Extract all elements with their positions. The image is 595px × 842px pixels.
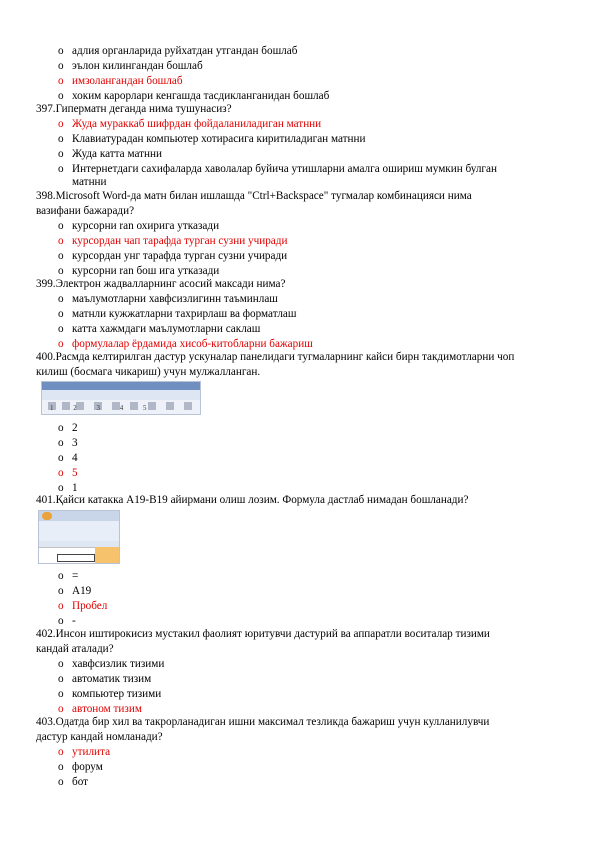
toolbar-icon: [166, 402, 174, 410]
answer-text: автоматик тизим: [72, 673, 152, 685]
question-text: дастур кандай номланади?: [36, 731, 163, 743]
answer-text: 5: [72, 467, 78, 479]
answer-text: курсорни ran бош ига утказади: [72, 265, 220, 277]
answer-option: [58, 466, 78, 480]
bullet-icon: o: [58, 75, 64, 87]
answer-option: [58, 745, 110, 759]
bullet-icon: o: [58, 467, 64, 479]
answer-text-continued: матнни: [72, 176, 107, 188]
answer-option: [58, 687, 161, 701]
bullet-icon: o: [58, 422, 64, 434]
answer-text: бот: [72, 776, 89, 788]
bullet-icon: o: [58, 570, 64, 582]
column-header-highlight: [95, 547, 119, 563]
answer-text: формулалар ёрдамида хисоб-китобларни бажариш: [72, 338, 313, 350]
answer-option: [58, 307, 297, 321]
answer-text: Интернетдаги сахифаларда хаволалар буйича утишларни амалга ошириш мумкин булган: [72, 163, 497, 175]
answer-text: хавфсизлик тизими: [72, 658, 165, 670]
answer-option: [58, 760, 103, 774]
toolbar-button-numbers: 1 2 3 4 5: [50, 404, 156, 412]
bullet-icon: o: [58, 133, 64, 145]
bullet-icon: o: [58, 452, 64, 464]
answer-text: форум: [72, 761, 103, 773]
ribbon: [39, 521, 119, 541]
question-text: 398.Microsoft Word-да матн билан ишлашда "Ctrl+Backspace" тугмалар комбинацияси нима: [36, 190, 472, 202]
answer-text: -: [72, 615, 76, 627]
bullet-icon: o: [58, 308, 64, 320]
answer-option: [58, 264, 219, 278]
answer-text: Пробел: [72, 600, 108, 612]
bullet-icon: o: [58, 761, 64, 773]
question-text: кандай аталади?: [36, 643, 114, 655]
answer-text: автоном тизим: [72, 703, 142, 715]
answer-option: [58, 132, 366, 146]
answer-option: [58, 614, 76, 628]
bullet-icon: o: [58, 293, 64, 305]
answer-option: [58, 337, 313, 351]
bullet-icon: o: [58, 118, 64, 130]
bullet-icon: o: [58, 338, 64, 350]
bullet-icon: o: [58, 688, 64, 700]
answer-option: [58, 234, 287, 248]
answer-option: [58, 322, 260, 336]
answer-text: курсордан чап тарафда турган сузни учиради: [72, 235, 288, 247]
answer-option: [58, 569, 78, 583]
answer-text: 4: [72, 452, 78, 464]
bullet-icon: o: [58, 265, 64, 277]
answer-text: 1: [72, 482, 78, 494]
answer-text: Клавиатурадан компьютер хотирасига киритиладиган матнни: [72, 133, 366, 145]
answer-text: 3: [72, 437, 78, 449]
answer-option: [58, 775, 88, 789]
spreadsheet-screenshot-image: [38, 510, 120, 564]
bullet-icon: o: [58, 323, 64, 335]
answer-text: имзолангандан бошлаб: [72, 75, 183, 87]
answer-text: курсордан унг тарафда турган сузни учиради: [72, 250, 288, 262]
bullet-icon: o: [58, 163, 64, 175]
bullet-icon: o: [58, 585, 64, 597]
answer-text: компьютер тизими: [72, 688, 162, 700]
bullet-icon: o: [58, 482, 64, 494]
answer-option: [58, 59, 203, 73]
answer-option: [58, 599, 107, 613]
answer-option: [58, 162, 497, 176]
answer-option: [58, 421, 78, 435]
bullet-icon: o: [58, 220, 64, 232]
bullet-icon: o: [58, 235, 64, 247]
answer-option: [58, 44, 297, 58]
question-text: 400.Расмда келтирилган дастур ускуналар панелидаги тугмаларнинг кайси бирн такдимотларни чоп: [36, 351, 515, 363]
answer-option: [58, 249, 287, 263]
question-text: 402.Инсон иштирокисиз мустакил фаолият юритувчи дастурий ва аппаратли воситалар тизими: [36, 628, 490, 640]
question-text: 401.Қайси катакка А19-В19 айирмани олиш лозим. Формула дастлаб нимадан бошланади?: [36, 494, 469, 506]
menu-bar: [42, 390, 200, 400]
answer-option: [58, 292, 278, 306]
answer-text: матнли кужжатларни тахрирлаш ва форматлаш: [72, 308, 297, 320]
bullet-icon: o: [58, 45, 64, 57]
question-text: 397.Гиперматн деганда нима тушунасиз?: [36, 103, 232, 115]
title-bar: [42, 382, 200, 390]
bullet-icon: o: [58, 600, 64, 612]
answer-option: [58, 117, 321, 131]
bullet-icon: o: [58, 60, 64, 72]
answer-text: утилита: [72, 746, 111, 758]
bullet-icon: o: [58, 437, 64, 449]
answer-option: [58, 672, 151, 686]
office-logo-icon: [42, 512, 52, 520]
question-text: килиш (босмага чикариш) учун мулжалланган.: [36, 366, 261, 378]
answer-option: [58, 657, 164, 671]
answer-text: адлия органларида руйхатдан утгандан бошлаб: [72, 45, 298, 57]
toolbar-icon: [184, 402, 192, 410]
question-text: вазифани бажаради?: [36, 205, 135, 217]
answer-text: Жуда катта матнни: [72, 148, 162, 160]
answer-option: [58, 702, 142, 716]
question-text: 403.Одатда бир хил ва такрорланадиган ишни максимал тезликда бажариш учун кулланилувчи: [36, 716, 490, 728]
bullet-icon: o: [58, 746, 64, 758]
bullet-icon: o: [58, 148, 64, 160]
answer-text: Жуда мураккаб шифрдан фойдаланиладиган матнни: [72, 118, 322, 130]
bullet-icon: o: [58, 90, 64, 102]
bullet-icon: o: [58, 673, 64, 685]
bullet-icon: o: [58, 658, 64, 670]
answer-text: курсорни ran охирига утказади: [72, 220, 220, 232]
answer-option: [58, 219, 219, 233]
question-text: 399.Электрон жадвалларнинг асосий максади нима?: [36, 278, 286, 290]
answer-text: А19: [72, 585, 92, 597]
bullet-icon: o: [58, 615, 64, 627]
answer-text: эълон килингандан бошлаб: [72, 60, 203, 72]
answer-text: =: [72, 570, 79, 582]
answer-option: [58, 147, 162, 161]
bullet-icon: o: [58, 703, 64, 715]
answer-option: [58, 451, 78, 465]
bullet-icon: o: [58, 250, 64, 262]
answer-option: [58, 436, 78, 450]
answer-option: [58, 584, 91, 598]
answer-option: [58, 74, 183, 88]
answer-text: маълумотларни хавфсизлигинн таъминлаш: [72, 293, 278, 305]
answer-text: 2: [72, 422, 78, 434]
answer-text: катта хажмдаги маълумотларни саклаш: [72, 323, 261, 335]
bullet-icon: o: [58, 776, 64, 788]
selected-cell: [57, 554, 95, 562]
answer-option: [58, 89, 329, 103]
answer-text: хоким карорлари кенгашда тасдикланганидан бошлаб: [72, 90, 330, 102]
